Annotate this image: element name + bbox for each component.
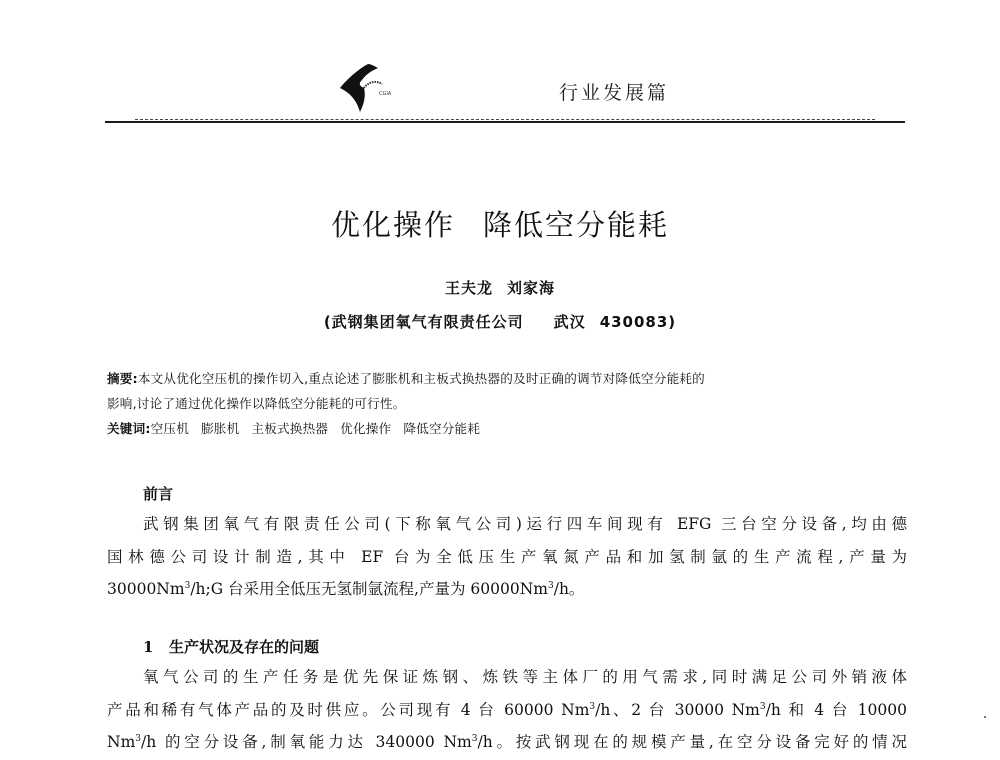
- section-heading-preface: 前言: [143, 485, 174, 503]
- article-title: [0, 203, 1000, 244]
- svg-text:CGIA: CGIA: [379, 91, 392, 97]
- body-line: 30000Nm$^3$/h;G 台采用全低压无氢制氩流程,产量为 60000Nm$^3$/h。: [107, 580, 585, 598]
- abstract-line-2: 影响,讨论了通过优化操作以降低空分能耗的可行性。: [107, 396, 406, 411]
- keywords-label: 关键词:: [107, 421, 151, 436]
- affiliation-zip: 430083): [599, 313, 677, 331]
- authors: [0, 277, 1000, 298]
- title-part-2: 降低空分能耗: [483, 208, 670, 242]
- header-rule: [105, 121, 905, 123]
- affiliation-org: (武钢集团氧气有限责任公司: [323, 313, 524, 331]
- body-line: 产品和稀有气体产品的及时供应。公司现有 4 台 60000 Nm$^3$/h、2 台 30000 Nm$^3$/h 和 4 台 10000: [107, 701, 907, 719]
- header-rule-dashed: [135, 119, 875, 120]
- author-2: 刘家海: [507, 279, 556, 297]
- abstract: [107, 366, 907, 441]
- body-line: 武钢集团氧气有限责任公司(下称氧气公司)运行四车间现有 EFG 三台空分设备,均由德: [143, 515, 907, 533]
- body-line: 氧气公司的生产任务是优先保证炼钢、炼铁等主体厂的用气需求,同时满足公司外销液体: [143, 668, 907, 686]
- author-1: 王夫龙: [444, 279, 493, 297]
- keywords: [107, 416, 907, 441]
- section-heading-1: [143, 636, 319, 657]
- abstract-label: 摘要:: [107, 371, 138, 386]
- title-part-1: 优化操作: [330, 208, 455, 242]
- abstract-line-1: 摘要:本文从优化空压机的操作切入,重点论述了膨胀机和主板式换热器的及时正确的调节对降低空分能耗的: [107, 371, 705, 386]
- keyword: 优化操作: [340, 421, 392, 436]
- body-line: Nm$^3$/h 的空分设备,制氧能力达 340000 Nm$^3$/h。按武钢现在的规模产量,在空分设备完好的情况: [107, 733, 907, 751]
- affiliation: [0, 311, 1000, 332]
- scan-speck: [984, 716, 986, 718]
- keyword: 空压机: [150, 421, 190, 436]
- body-line: 国林德公司设计制造,其中 EF 台为全低压生产氧氮产品和加氢制氩的生产流程,产量为: [107, 548, 907, 566]
- section-title: 生产状况及存在的问题: [169, 638, 320, 656]
- keyword: 降低空分能耗: [403, 421, 481, 436]
- affiliation-city: 武汉: [553, 313, 586, 331]
- running-head: 行业发展篇: [559, 82, 670, 104]
- keyword: 膨胀机: [201, 421, 240, 436]
- keyword: 主板式换热器: [251, 421, 329, 436]
- section-number: 1: [143, 638, 154, 656]
- journal-logo: [338, 62, 398, 114]
